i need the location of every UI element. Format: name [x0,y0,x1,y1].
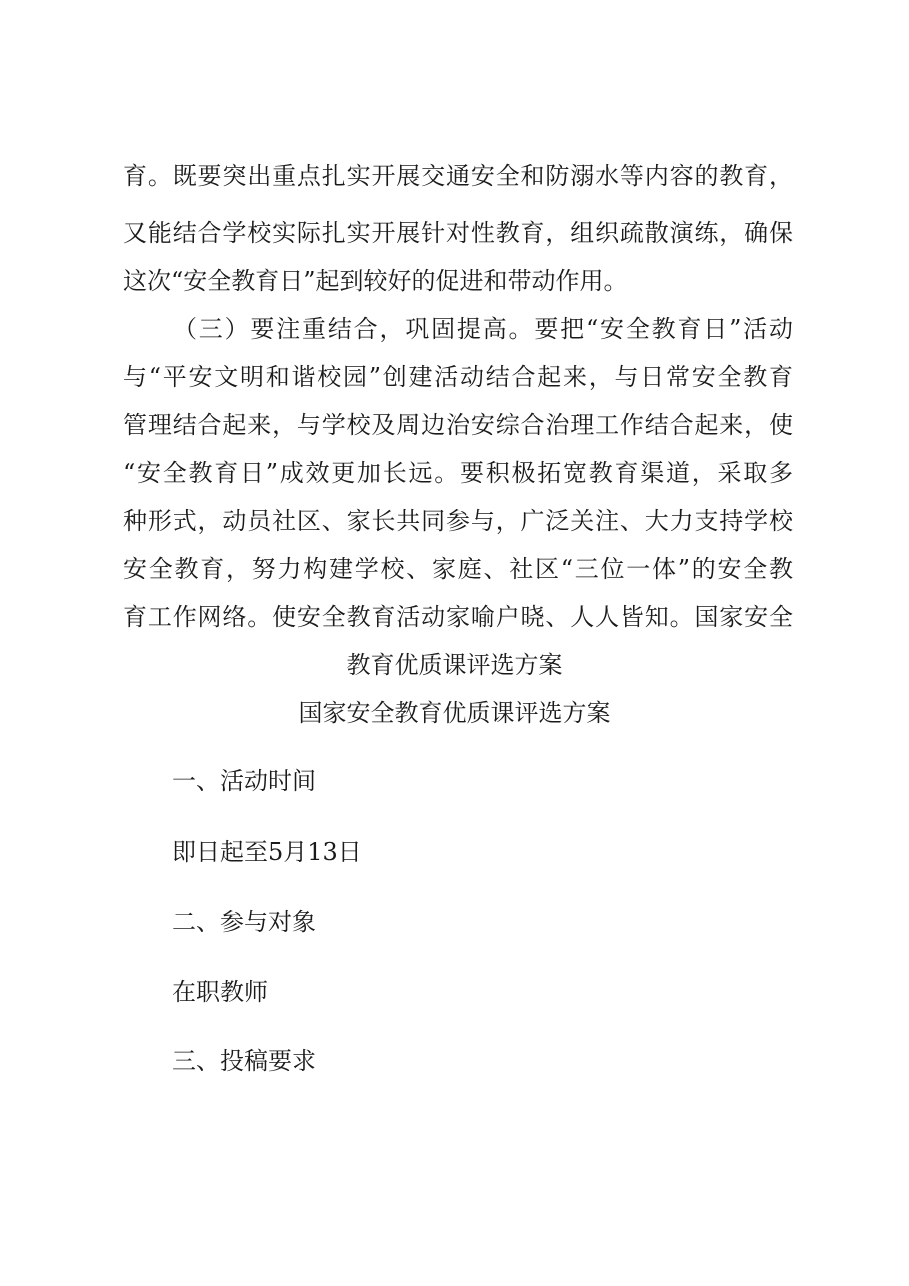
paragraph-line: （三）要注重结合，巩固提高。要把“安全教育日”活动 [173,315,793,343]
section-heading-participants: 二、参与对象 [172,908,316,936]
section-content-participants: 在职教师 [172,978,268,1006]
paragraph-line: 与“平安文明和谐校园”创建活动结合起来，与日常安全教育 [123,363,793,391]
paragraph-line: 种形式，动员社区、家长共同参与，广泛关注、大力支持学校 [123,507,793,535]
paragraph-line: 安全教育，努力构建学校、家庭、社区“三位一体”的安全教 [123,555,793,583]
section-heading-submission: 三、投稿要求 [172,1047,316,1075]
paragraph-line: 育。既要突出重点扎实开展交通安全和防溺水等内容的教育， [123,162,793,190]
paragraph-line: 育工作网络。使安全教育活动家喻户晓、人人皆知。国家安全 [123,603,793,631]
paragraph-line: 又能结合学校实际扎实开展针对性教育，组织疏散演练，确保 [123,219,793,247]
paragraph-line: 教育优质课评选方案 [346,651,563,679]
section-content-activity-time: 即日起至5月13日 [172,838,362,866]
section-heading-activity-time: 一、活动时间 [172,767,316,795]
paragraph-line: 管理结合起来，与学校及周边治安综合治理工作结合起来，使 [123,411,793,439]
paragraph-line: “安全教育日”成效更加长远。要积极拓宽教育渠道，采取多 [123,459,793,487]
document-title: 国家安全教育优质课评选方案 [298,699,611,727]
paragraph-line: 这次“安全教育日”起到较好的促进和带动作用。 [123,267,628,295]
